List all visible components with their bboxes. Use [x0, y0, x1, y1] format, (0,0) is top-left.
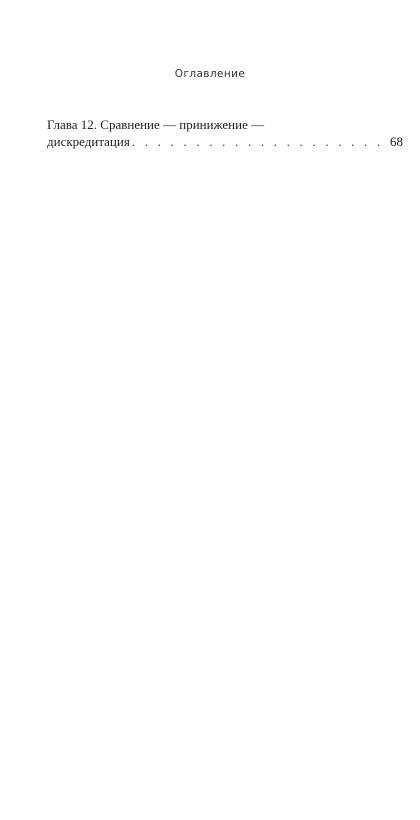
toc-chapter-entry: [47, 116, 403, 150]
toc-entry-title-line: Глава 12. Сравнение — принижение —: [47, 117, 265, 132]
page-number: 68: [390, 134, 403, 149]
toc-entry-title: дискредитация: [47, 134, 130, 149]
dot-leader: [132, 133, 387, 150]
toc-heading: Оглавление: [174, 68, 246, 80]
